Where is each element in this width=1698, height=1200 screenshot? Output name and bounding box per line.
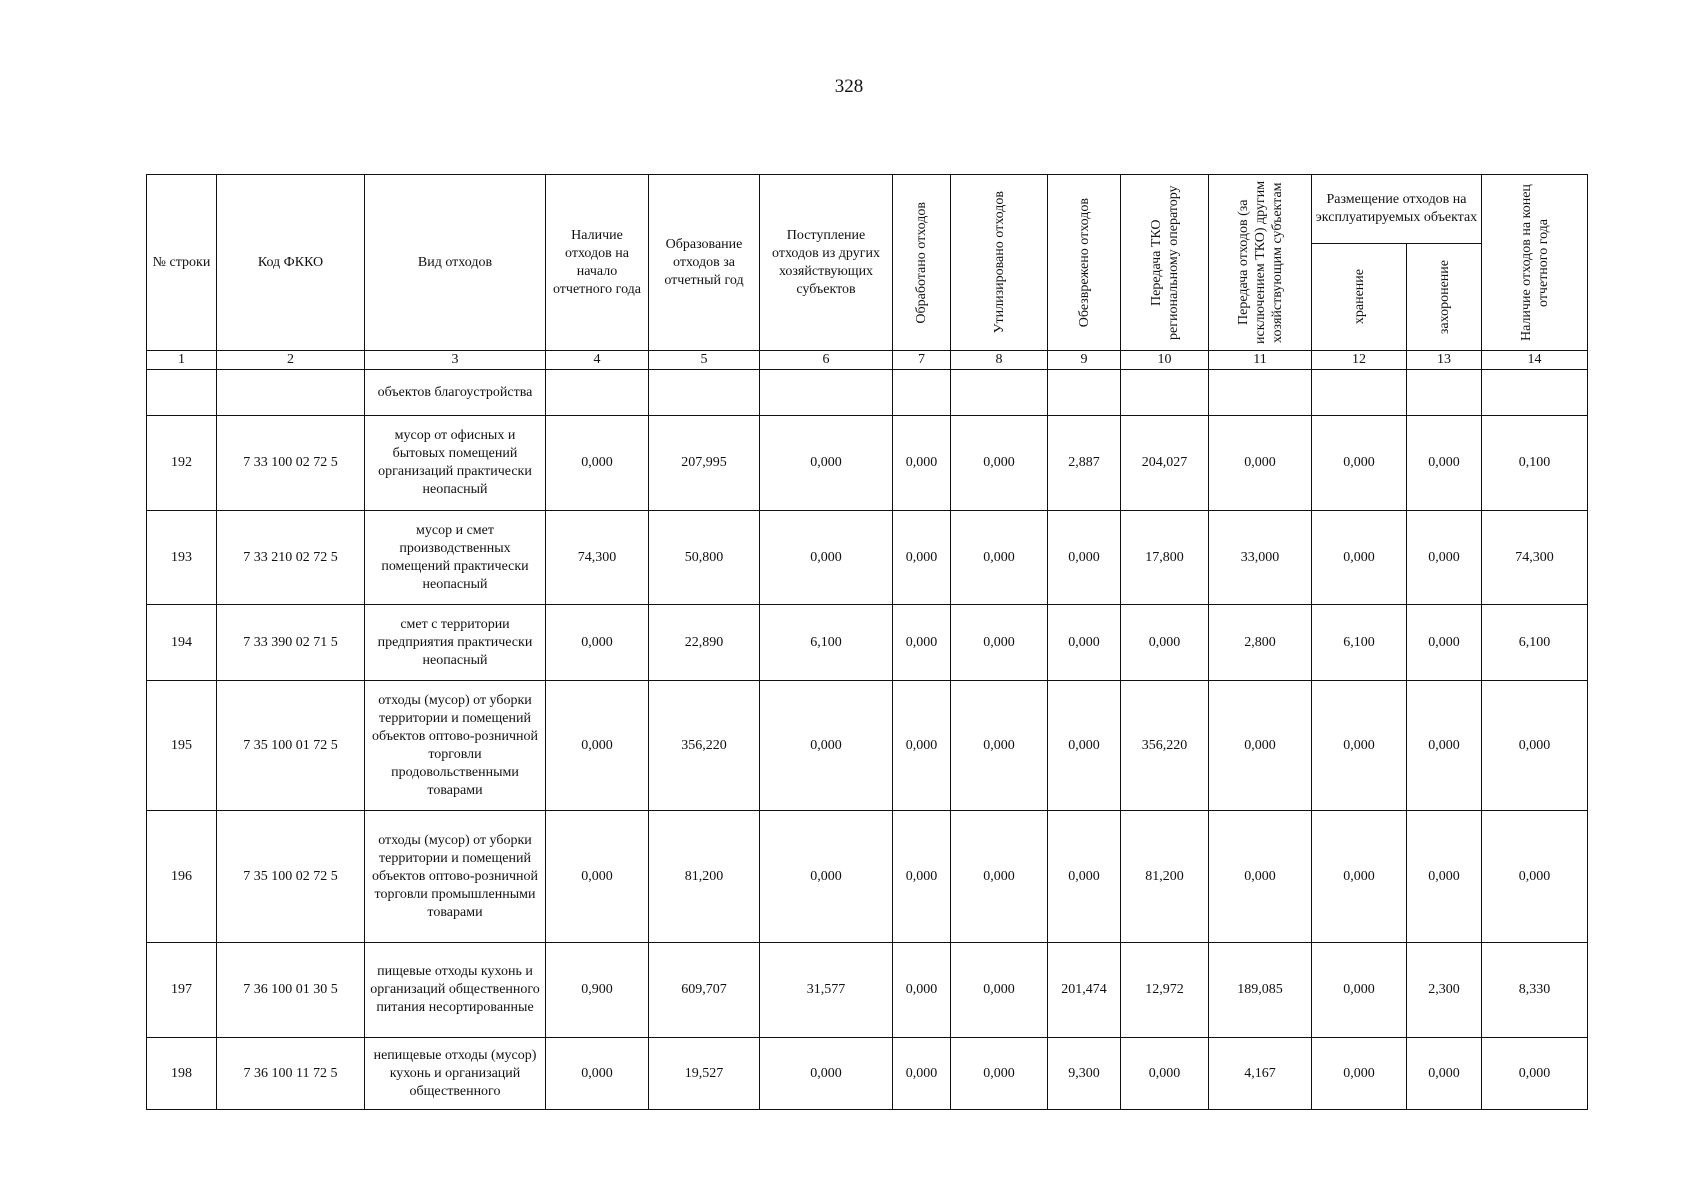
header-burial (1407, 244, 1482, 351)
neutralized-amount: 0,000 (1048, 811, 1121, 943)
generated-amount: 50,800 (649, 511, 760, 605)
header-received: Поступление отходов из других хозяйствующих субъектов (760, 175, 893, 351)
storage-amount: 0,000 (1312, 811, 1407, 943)
header-to-regional-operator-text: Передача ТКО региональному оператору (1148, 185, 1181, 340)
waste-description: пищевые отходы кухонь и организаций общественного питания несортированные (365, 943, 546, 1038)
neutralized-amount: 0,000 (1048, 681, 1121, 811)
table-cell (1407, 370, 1482, 416)
utilized-amount: 0,000 (951, 943, 1048, 1038)
column-number: 2 (217, 351, 365, 370)
utilized-amount: 0,000 (951, 605, 1048, 681)
column-number: 12 (1312, 351, 1407, 370)
received-amount: 6,100 (760, 605, 893, 681)
header-to-regional-operator (1121, 175, 1209, 351)
generated-amount: 22,890 (649, 605, 760, 681)
table-cell (893, 370, 951, 416)
header-to-other-entities (1209, 175, 1312, 351)
received-amount: 31,577 (760, 943, 893, 1038)
row-number: 197 (147, 943, 217, 1038)
column-number: 1 (147, 351, 217, 370)
column-number: 11 (1209, 351, 1312, 370)
header-placement-group: Размещение отходов на эксплуатируемых объектах (1312, 175, 1482, 244)
storage-amount: 0,000 (1312, 511, 1407, 605)
waste-table (146, 174, 1588, 1110)
end-amount: 0,100 (1482, 416, 1588, 511)
neutralized-amount: 0,000 (1048, 511, 1121, 605)
treated-amount: 0,000 (893, 1038, 951, 1110)
to-regional-operator-amount: 17,800 (1121, 511, 1209, 605)
header-treated (893, 175, 951, 351)
header-row-no: № строки (147, 175, 217, 351)
to-other-entities-amount: 189,085 (1209, 943, 1312, 1038)
header-type: Вид отходов (365, 175, 546, 351)
treated-amount: 0,000 (893, 511, 951, 605)
column-number: 10 (1121, 351, 1209, 370)
neutralized-amount: 9,300 (1048, 1038, 1121, 1110)
table-body (147, 351, 1588, 1110)
table-row (147, 681, 1588, 811)
waste-description: мусор от офисных и бытовых помещений организаций практически неопасный (365, 416, 546, 511)
treated-amount: 0,000 (893, 943, 951, 1038)
header-end-amount (1482, 175, 1588, 351)
row-number: 192 (147, 416, 217, 511)
header-utilized (951, 175, 1048, 351)
table-cell (649, 370, 760, 416)
end-amount: 0,000 (1482, 1038, 1588, 1110)
treated-amount: 0,000 (893, 681, 951, 811)
generated-amount: 609,707 (649, 943, 760, 1038)
utilized-amount: 0,000 (951, 811, 1048, 943)
end-amount: 0,000 (1482, 811, 1588, 943)
table-cell (760, 370, 893, 416)
start-amount: 0,000 (546, 811, 649, 943)
page-number: 328 (834, 76, 864, 97)
table-row (147, 811, 1588, 943)
fkko-code: 7 35 100 01 72 5 (217, 681, 365, 811)
column-number: 9 (1048, 351, 1121, 370)
to-other-entities-amount: 0,000 (1209, 416, 1312, 511)
treated-amount: 0,000 (893, 605, 951, 681)
fkko-code: 7 35 100 02 72 5 (217, 811, 365, 943)
generated-amount: 19,527 (649, 1038, 760, 1110)
table-cell (1482, 370, 1588, 416)
table-row (147, 943, 1588, 1038)
start-amount: 0,000 (546, 1038, 649, 1110)
table-cell (1048, 370, 1121, 416)
fkko-code: 7 33 390 02 71 5 (217, 605, 365, 681)
table-cell (1312, 370, 1407, 416)
burial-amount: 2,300 (1407, 943, 1482, 1038)
end-amount: 6,100 (1482, 605, 1588, 681)
start-amount: 0,000 (546, 605, 649, 681)
table-row (147, 1038, 1588, 1110)
neutralized-amount: 201,474 (1048, 943, 1121, 1038)
utilized-amount: 0,000 (951, 416, 1048, 511)
utilized-amount: 0,000 (951, 681, 1048, 811)
neutralized-amount: 2,887 (1048, 416, 1121, 511)
storage-amount: 0,000 (1312, 681, 1407, 811)
row-number: 196 (147, 811, 217, 943)
end-amount: 0,000 (1482, 681, 1588, 811)
row-number: 194 (147, 605, 217, 681)
to-regional-operator-amount: 81,200 (1121, 811, 1209, 943)
utilized-amount: 0,000 (951, 1038, 1048, 1110)
fkko-code: 7 33 100 02 72 5 (217, 416, 365, 511)
column-number: 14 (1482, 351, 1588, 370)
column-numbers-row (147, 351, 1588, 370)
to-other-entities-amount: 2,800 (1209, 605, 1312, 681)
storage-amount: 0,000 (1312, 943, 1407, 1038)
generated-amount: 356,220 (649, 681, 760, 811)
column-number: 7 (893, 351, 951, 370)
table-cell (1121, 370, 1209, 416)
to-other-entities-amount: 0,000 (1209, 681, 1312, 811)
start-amount: 0,900 (546, 943, 649, 1038)
header-burial-text: захоронение (1436, 259, 1452, 335)
header-start-amount: Наличие отходов на начало отчетного года (546, 175, 649, 351)
to-regional-operator-amount: 204,027 (1121, 416, 1209, 511)
generated-amount: 207,995 (649, 416, 760, 511)
waste-description: мусор и смет производственных помещений практически неопасный (365, 511, 546, 605)
storage-amount: 0,000 (1312, 416, 1407, 511)
burial-amount: 0,000 (1407, 605, 1482, 681)
fkko-code: 7 36 100 11 72 5 (217, 1038, 365, 1110)
table-cell (147, 370, 217, 416)
end-amount: 74,300 (1482, 511, 1588, 605)
to-regional-operator-amount: 12,972 (1121, 943, 1209, 1038)
waste-description: смет с территории предприятия практически неопасный (365, 605, 546, 681)
header-row (147, 175, 1588, 244)
table-cell (951, 370, 1048, 416)
table-row (147, 511, 1588, 605)
column-number: 5 (649, 351, 760, 370)
burial-amount: 0,000 (1407, 681, 1482, 811)
column-number: 6 (760, 351, 893, 370)
row-number: 193 (147, 511, 217, 605)
utilized-amount: 0,000 (951, 511, 1048, 605)
to-regional-operator-amount: 0,000 (1121, 1038, 1209, 1110)
table-row (147, 605, 1588, 681)
neutralized-amount: 0,000 (1048, 605, 1121, 681)
column-number: 13 (1407, 351, 1482, 370)
treated-amount: 0,000 (893, 811, 951, 943)
start-amount: 0,000 (546, 681, 649, 811)
table-row (147, 416, 1588, 511)
header-generated: Образование отходов за отчетный год (649, 175, 760, 351)
burial-amount: 0,000 (1407, 416, 1482, 511)
header-neutralized (1048, 175, 1121, 351)
header-treated-text: Обработано отходов (914, 201, 929, 324)
received-amount: 0,000 (760, 1038, 893, 1110)
header-utilized-text: Утилизировано отходов (991, 191, 1007, 334)
header-code: Код ФККО (217, 175, 365, 351)
burial-amount: 0,000 (1407, 811, 1482, 943)
column-number: 3 (365, 351, 546, 370)
header-neutralized-text: Обезврежено отходов (1076, 197, 1092, 328)
table-cell (546, 370, 649, 416)
burial-amount: 0,000 (1407, 1038, 1482, 1110)
treated-amount: 0,000 (893, 416, 951, 511)
continuation-row (147, 370, 1588, 416)
header-end-amount-text: Наличие отходов на конец отчетного года (1518, 184, 1551, 341)
end-amount: 8,330 (1482, 943, 1588, 1038)
start-amount: 74,300 (546, 511, 649, 605)
to-other-entities-amount: 33,000 (1209, 511, 1312, 605)
header-storage-text: хранение (1351, 269, 1367, 325)
to-other-entities-amount: 0,000 (1209, 811, 1312, 943)
received-amount: 0,000 (760, 416, 893, 511)
to-regional-operator-amount: 356,220 (1121, 681, 1209, 811)
table-cell (1209, 370, 1312, 416)
start-amount: 0,000 (546, 416, 649, 511)
header-storage (1312, 244, 1407, 351)
fkko-code: 7 36 100 01 30 5 (217, 943, 365, 1038)
received-amount: 0,000 (760, 811, 893, 943)
storage-amount: 0,000 (1312, 1038, 1407, 1110)
row-number: 195 (147, 681, 217, 811)
column-number: 8 (951, 351, 1048, 370)
waste-description: отходы (мусор) от уборки территории и помещений объектов оптово-розничной торговли промышленными товарами (365, 811, 546, 943)
received-amount: 0,000 (760, 511, 893, 605)
generated-amount: 81,200 (649, 811, 760, 943)
column-number: 4 (546, 351, 649, 370)
received-amount: 0,000 (760, 681, 893, 811)
burial-amount: 0,000 (1407, 511, 1482, 605)
waste-description: непищевые отходы (мусор) кухонь и организаций общественного (365, 1038, 546, 1110)
waste-description: отходы (мусор) от уборки территории и помещений объектов оптово-розничной торговли продовольственными товарами (365, 681, 546, 811)
to-regional-operator-amount: 0,000 (1121, 605, 1209, 681)
storage-amount: 6,100 (1312, 605, 1407, 681)
header-to-other-entities-text: Передача отходов (за исключением ТКО) другим хозяйствующим субъектам (1235, 180, 1285, 345)
to-other-entities-amount: 4,167 (1209, 1038, 1312, 1110)
table-cell (217, 370, 365, 416)
row-number: 198 (147, 1038, 217, 1110)
fkko-code: 7 33 210 02 72 5 (217, 511, 365, 605)
waste-description: объектов благоустройства (365, 370, 546, 416)
